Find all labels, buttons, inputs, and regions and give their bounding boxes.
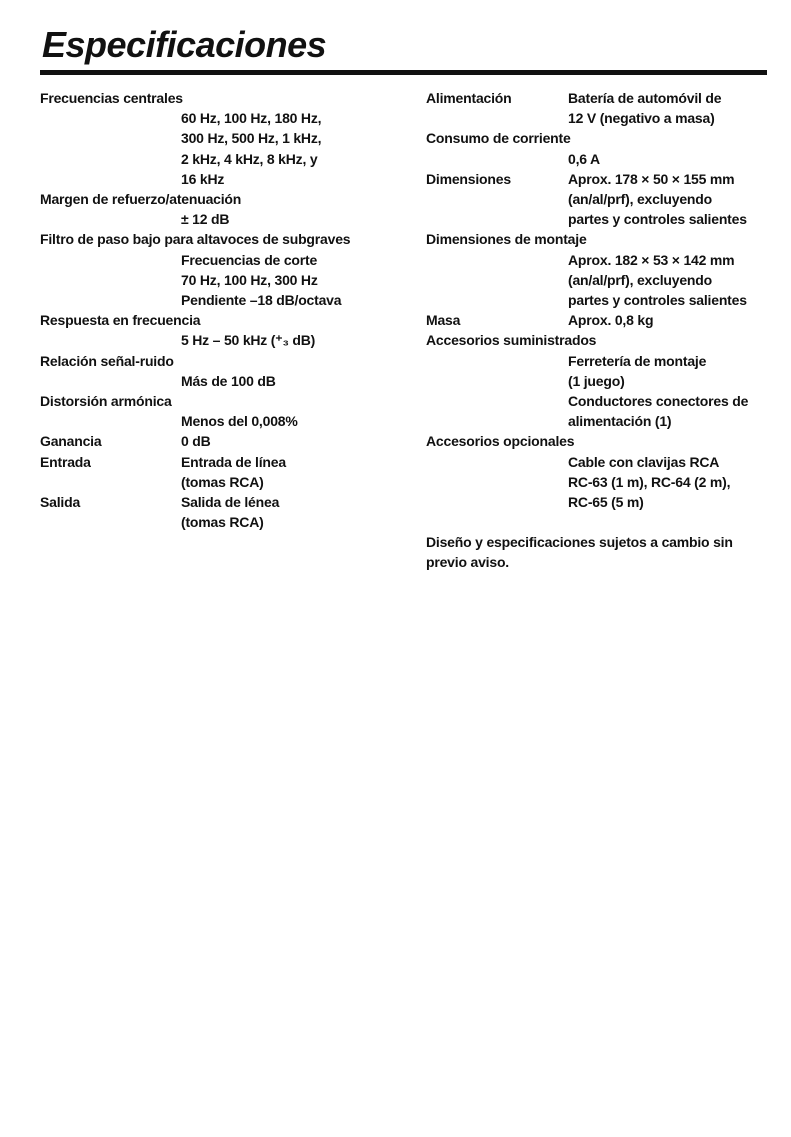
spec-value-line: 2 kHz, 4 kHz, 8 kHz, y <box>181 150 318 167</box>
spec-value-line: (an/al/prf), excluyendo <box>568 191 712 208</box>
spec-value-line: (1 juego) <box>568 372 625 389</box>
title-rule <box>40 70 767 75</box>
spec-row-ganancia <box>40 431 400 451</box>
spec-value-entrada <box>181 452 286 492</box>
spec-value-line: Frecuencias de corte <box>181 251 318 268</box>
spec-row-masa <box>426 310 771 330</box>
spec-value-line: 60 Hz, 100 Hz, 180 Hz, <box>181 110 322 127</box>
spec-label-margen: Margen de refuerzo/atenuación <box>40 191 242 208</box>
spec-label-alimentacion: Alimentación <box>426 90 512 106</box>
spec-value-line: Batería de automóvil de <box>568 90 722 106</box>
spec-label-dim-montaje: Dimensiones de montaje <box>426 231 587 248</box>
spec-value-margen: ± 12 dB <box>181 211 230 228</box>
spec-label-relacion: Relación señal-ruido <box>40 352 174 369</box>
spec-label-ganancia: Ganancia <box>40 433 102 450</box>
spec-value-line: 16 kHz <box>181 170 225 187</box>
spec-label-consumo: Consumo de corriente <box>426 130 571 147</box>
spec-value-line: partes y controles salientes <box>568 211 747 228</box>
spec-value-frecuencias <box>40 108 400 189</box>
spec-label-masa: Masa <box>426 312 461 329</box>
spec-value-salida <box>181 492 279 532</box>
spec-value-line: Conductores conectores de <box>568 393 749 410</box>
spec-value-dim-montaje <box>426 250 771 311</box>
spec-value-line: (an/al/prf), excluyendo <box>568 271 712 288</box>
spec-row-salida <box>40 492 400 532</box>
spec-value-distorsion: Menos del 0,008% <box>181 413 298 430</box>
spec-row-entrada <box>40 452 400 492</box>
spec-value-alimentacion <box>568 88 721 128</box>
spec-value-consumo: 0,6 A <box>568 150 600 167</box>
spec-value-line: 300 Hz, 500 Hz, 1 kHz, <box>181 130 322 147</box>
spec-value-respuesta: 5 Hz – 50 kHz (⁺₃ dB) <box>181 332 316 349</box>
spec-label-dimensiones: Dimensiones <box>426 170 511 187</box>
spec-value-line: Cable con clavijas RCA <box>568 453 720 470</box>
spec-label-frecuencias: Frecuencias centrales <box>40 90 183 106</box>
spec-value-line: Entrada de línea <box>181 453 286 470</box>
spec-label-distorsion: Distorsión armónica <box>40 393 172 410</box>
spec-value-line: RC-63 (1 m), RC-64 (2 m), <box>568 473 731 490</box>
spec-value-acc-opcionales <box>426 452 771 513</box>
spec-value-line: Salida de lénea <box>181 494 280 511</box>
spec-value-line: 70 Hz, 100 Hz, 300 Hz <box>181 271 318 288</box>
spec-column-left <box>40 88 400 532</box>
spec-label-entrada: Entrada <box>40 453 91 470</box>
spec-value-ganancia: 0 dB <box>181 433 211 450</box>
spec-row-dimensiones <box>426 169 771 230</box>
spec-value-line: Aprox. 178 × 50 × 155 mm <box>568 170 735 187</box>
spec-value-line: Ferretería de montaje <box>568 352 707 369</box>
spec-value-line: RC-65 (5 m) <box>568 494 644 511</box>
spec-row-alimentacion <box>426 88 771 128</box>
spec-column-right <box>426 88 771 573</box>
spec-value-masa: Aprox. 0,8 kg <box>568 312 654 329</box>
spec-label-salida: Salida <box>40 494 81 511</box>
spec-value-filtro <box>40 250 400 311</box>
spec-label-respuesta: Respuesta en frecuencia <box>40 312 201 329</box>
spec-value-line: (tomas RCA) <box>181 473 264 490</box>
spec-value-dimensiones <box>568 169 747 230</box>
spec-value-line: Aprox. 182 × 53 × 142 mm <box>568 251 735 268</box>
spec-label-acc-suministrados: Accesorios suministrados <box>426 332 597 349</box>
page-title: Especificaciones <box>42 24 327 65</box>
spec-value-line: alimentación (1) <box>568 413 672 430</box>
disclaimer-note: Diseño y especificaciones sujetos a cambio sin previo aviso. <box>426 534 733 571</box>
spec-label-acc-opcionales: Accesorios opcionales <box>426 433 575 450</box>
spec-value-relacion: Más de 100 dB <box>181 372 276 389</box>
spec-value-acc-suministrados <box>426 351 771 432</box>
spec-value-line: Pendiente –18 dB/octava <box>181 292 342 309</box>
spec-value-line: partes y controles salientes <box>568 292 747 309</box>
spec-value-line: (tomas RCA) <box>181 514 264 531</box>
spec-value-line: 12 V (negativo a masa) <box>568 110 715 127</box>
spec-label-filtro: Filtro de paso bajo para altavoces de subgraves <box>40 231 351 248</box>
